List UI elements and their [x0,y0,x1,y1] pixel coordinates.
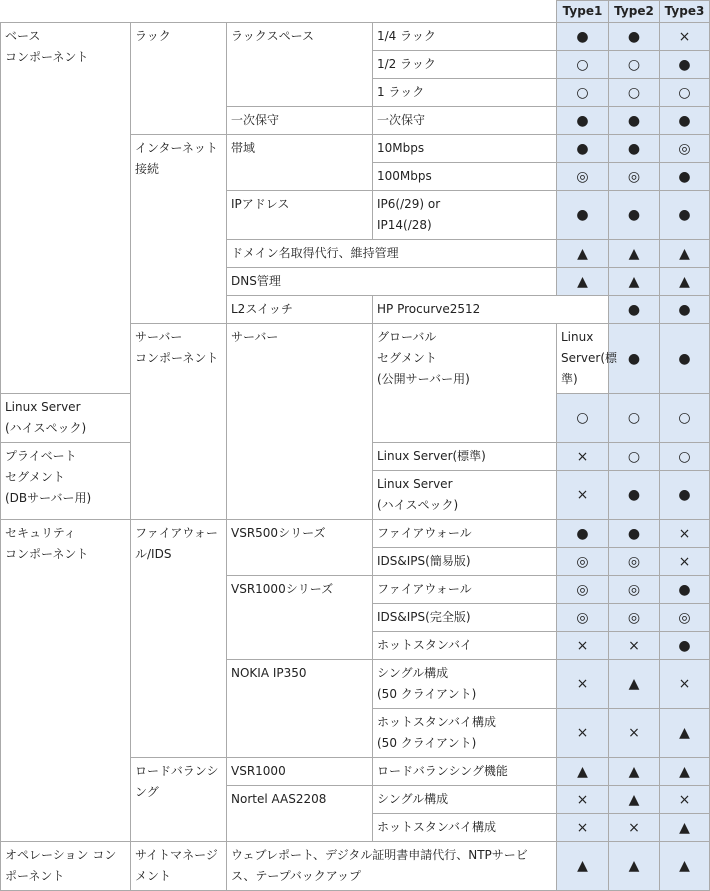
subgroup-rack: ラック [131,23,227,135]
mark-type2: ○ [609,394,660,443]
detail-10mbps: 10Mbps [373,135,557,163]
mark-type2: ◎ [609,548,660,576]
mark-type1: ◎ [557,163,609,191]
mark-type3: ○ [660,79,710,107]
mark-type3: × [660,520,710,548]
detail-vsr1000-firewall: ファイアウォール [373,576,557,604]
detail-vsr1000-hotstandby: ホットスタンバイ [373,632,557,660]
mark-type3: ○ [660,394,710,443]
mark-type2: ● [609,135,660,163]
detail-vsr1000-ids: IDS&IPS(完全版) [373,604,557,632]
mark-type1: × [557,471,609,520]
mark-type1: ○ [557,394,609,443]
table-row [1,520,710,548]
group-server: サーバー コンポーネント [131,324,227,520]
detail-half-rack: 1/2 ラック [373,51,557,79]
item-maintenance: 一次保守 [227,107,373,135]
mark-type1: × [557,786,609,814]
mark-type3: ◎ [660,135,710,163]
mark-type2: ○ [609,51,660,79]
mark-type2: ● [609,107,660,135]
mark-type1: × [557,660,609,709]
item-rackspace: ラックスペース [227,23,373,107]
group-base: ベース コンポーネント [1,23,131,394]
column-header-type1: Type1 [557,1,609,23]
mark-type2: ▲ [609,842,660,891]
table-row [1,842,710,891]
item-nokia: NOKIA IP350 [227,660,373,758]
mark-type2: ◎ [609,576,660,604]
mark-type1: ● [609,296,660,324]
item-nortel: Nortel AAS2208 [227,786,373,842]
mark-type2: ● [609,471,660,520]
detail-nortel-hotstandby: ホットスタンバイ構成 [373,814,557,842]
item-vsr1000-series: VSR1000シリーズ [227,576,373,660]
item-dns: DNS管理 [227,268,557,296]
mark-type2: ▲ [609,758,660,786]
mark-type3: ▲ [660,758,710,786]
detail-global-highspec: Linux Server (ハイスペック) [1,394,131,443]
mark-type1: ● [557,520,609,548]
detail-nokia-single: シングル構成 (50 クライアント) [373,660,557,709]
mark-type2: ▲ [609,240,660,268]
mark-type1: ● [557,23,609,51]
column-header-type2: Type2 [609,1,660,23]
mark-type2: ● [609,23,660,51]
mark-type2: ○ [609,443,660,471]
mark-type3: ● [660,632,710,660]
subgroup-internet: インターネット 接続 [131,135,227,324]
mark-type3: × [660,660,710,709]
mark-type2: ● [660,296,710,324]
mark-type3: ▲ [660,240,710,268]
mark-type3: × [660,548,710,576]
item-private-segment: プライベート セグメント (DBサーバー用) [1,443,131,520]
subgroup-l2switch: L2スイッチ [227,296,373,324]
group-security: セキュリティ コンポーネント [1,520,131,842]
detail-private-standard: Linux Server(標準) [373,443,557,471]
header-row [1,1,710,23]
detail-private-highspec: Linux Server (ハイスペック) [373,471,557,520]
mark-type3: ▲ [660,709,710,758]
mark-type2: ▲ [609,268,660,296]
detail-nokia-hotstandby: ホットスタンバイ構成 (50 クライアント) [373,709,557,758]
mark-type3: ● [660,576,710,604]
mark-type1: ▲ [557,240,609,268]
detail-vsr500-firewall: ファイアウォール [373,520,557,548]
mark-type3: ● [660,107,710,135]
mark-type1: ▲ [557,268,609,296]
header-spacer [1,1,557,23]
mark-type3: ▲ [660,842,710,891]
item-domain: ドメイン名取得代行、維持管理 [227,240,557,268]
mark-type2: ◎ [609,163,660,191]
mark-type3: × [660,786,710,814]
mark-type1: × [557,443,609,471]
mark-type3: × [660,23,710,51]
mark-type2: × [609,709,660,758]
mark-type1: × [557,632,609,660]
mark-type2: ▲ [609,660,660,709]
item-vsr500: VSR500シリーズ [227,520,373,576]
detail-global-standard: Linux Server(標準) [557,324,609,394]
mark-type1: ● [557,107,609,135]
mark-type3: ▲ [660,814,710,842]
subgroup-server: サーバー [227,324,373,520]
mark-type1: ▲ [557,842,609,891]
mark-type1: ◎ [557,576,609,604]
mark-type1: ● [609,324,660,394]
mark-type2: × [609,632,660,660]
column-header-type3: Type3 [660,1,710,23]
detail-one-rack: 1 ラック [373,79,557,107]
item-bandwidth: 帯域 [227,135,373,191]
mark-type3: ◎ [660,604,710,632]
item-ip-address: IPアドレス [227,191,373,240]
mark-type3: ● [660,163,710,191]
mark-type3: ● [660,51,710,79]
detail-ip-range: IP6(/29) or IP14(/28) [373,191,557,240]
mark-type1: ◎ [557,604,609,632]
group-operation: オペレーション コン ポーネント [1,842,131,891]
mark-type2: ○ [609,79,660,107]
subgroup-loadbalancing: ロードバランシ ング [131,758,227,842]
mark-type2: × [609,814,660,842]
subgroup-firewall: ファイアウォー ル/IDS [131,520,227,758]
subgroup-site-management: サイトマネージ メント [131,842,227,891]
detail-100mbps: 100Mbps [373,163,557,191]
mark-type2: ● [609,191,660,240]
mark-type3: ○ [660,443,710,471]
item-website-services: ウェブレポート、デジタル証明書申請代行、NTPサービス、テープバックアップ [227,842,557,891]
item-vsr1000: VSR1000 [227,758,373,786]
mark-type2: ● [660,324,710,394]
detail-maintenance: 一次保守 [373,107,557,135]
mark-type2: ● [609,520,660,548]
mark-type3: ▲ [660,268,710,296]
mark-type1: ● [557,135,609,163]
item-global-segment: グローバル セグメント (公開サーバー用) [373,324,557,443]
mark-type2: ▲ [609,786,660,814]
mark-type2: ◎ [609,604,660,632]
detail-quarter-rack: 1/4 ラック [373,23,557,51]
detail-vsr500-ids: IDS&IPS(簡易版) [373,548,557,576]
mark-type1: ◎ [557,548,609,576]
mark-type1: ○ [557,79,609,107]
mark-type1: × [557,814,609,842]
detail-nortel-single: シングル構成 [373,786,557,814]
mark-type1: ▲ [557,758,609,786]
mark-type1: ○ [557,51,609,79]
detail-loadbalancing-function: ロードバランシング機能 [373,758,557,786]
mark-type1: ● [557,191,609,240]
mark-type3: ● [660,191,710,240]
mark-type1: × [557,709,609,758]
item-procurve: HP Procurve2512 [373,296,609,324]
mark-type3: ● [660,471,710,520]
table-row [1,23,710,51]
